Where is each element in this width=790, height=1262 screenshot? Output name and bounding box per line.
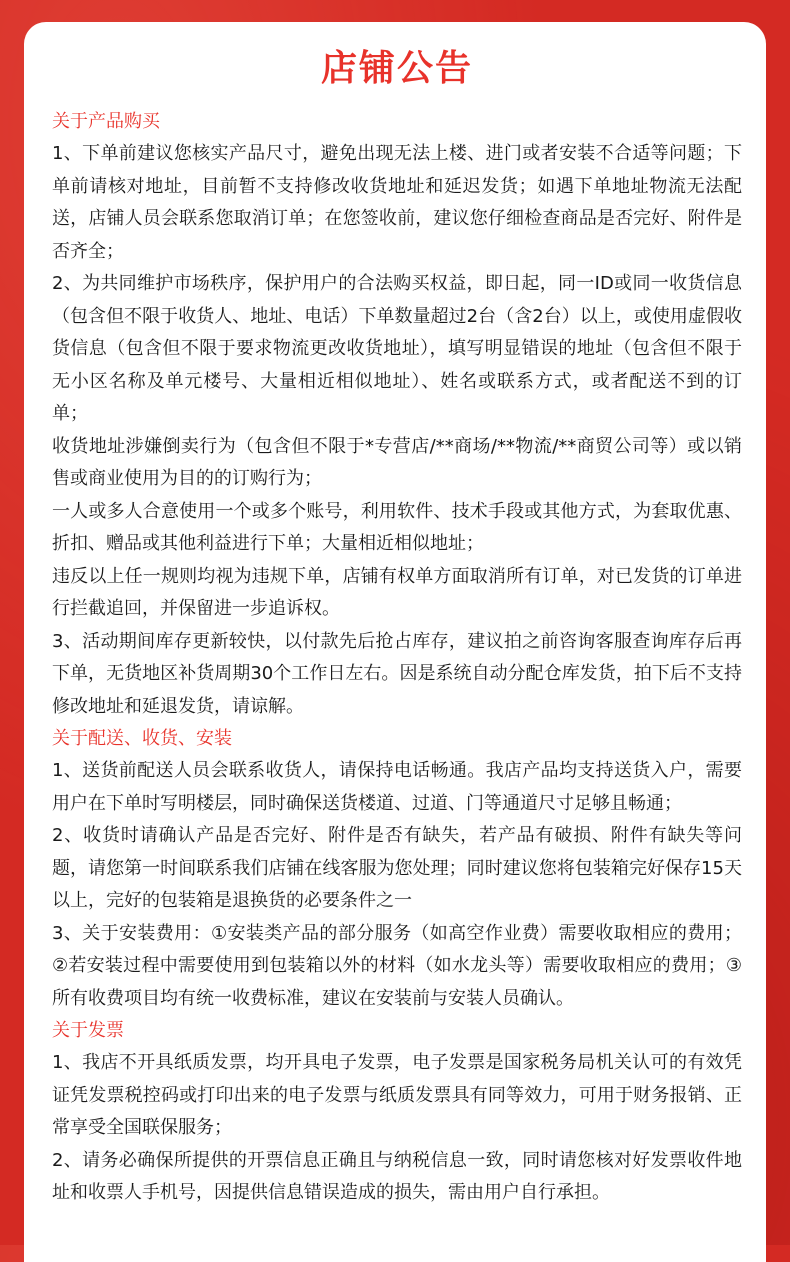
paragraph: 3、关于安装费用：①安装类产品的部分服务（如高空作业费）需要收取相应的费用；②若安装过程中需要使用到包装箱以外的材料（如水龙头等）需要收取相应的费用；③所有收费项目均有统一收费标准，建议在安装前与安装人员确认。 (52, 922, 742, 1009)
store-notice-card (24, 22, 766, 1262)
section-heading: 关于配送、收货、安装 (52, 728, 232, 749)
section-invoice (52, 1015, 742, 1210)
paragraph: 1、下单前建议您核实产品尺寸，避免出现无法上楼、进门或者安装不合适等问题；下单前请核对地址，目前暂不支持修改收货地址和延迟发货；如遇下单地址物流无法配送，店铺人员会联系您取消订单；在您签收前，建议您仔细检查商品是否完好、附件是否齐全； (52, 143, 742, 262)
page-title: 店铺公告 (320, 48, 473, 89)
paragraph: 2、收货时请确认产品是否完好、附件是否有缺失，若产品有破损、附件有缺失等问题，请您第一时间联系我们店铺在线客服为您处理；同时建议您将包装箱完好保存15天以上，完好的包装箱是退换货的必要条件之一 (52, 825, 742, 911)
paragraph: 2、为共同维护市场秩序，保护用户的合法购买权益，即日起，同一ID或同一收货信息（包含但不限于收货人、地址、电话）下单数量超过2台（含2台）以上，或使用虚假收货信息（包含但不限于要求物流更改收货地址），填写明显错误的地址（包含但不限于无小区名称及单元楼号、大量相近相似地址）、姓名或联系方式，或者配送不到的订单； (52, 273, 742, 424)
paragraph: 一人或多人合意使用一个或多个账号，利用软件、技术手段或其他方式，为套取优惠、折扣、赠品或其他利益进行下单；大量相近相似地址； (52, 500, 742, 554)
section-heading: 关于发票 (52, 1020, 124, 1041)
paragraph: 3、活动期间库存更新较快，以付款先后抢占库存，建议拍之前咨询客服查询库存后再下单，无货地区补货周期30个工作日左右。因是系统自动分配仓库发货，拍下后不支持修改地址和延退发货，请谅解。 (52, 630, 742, 717)
section-delivery-installation (52, 723, 742, 1015)
paragraph: 1、我店不开具纸质发票，均开具电子发票，电子发票是国家税务局机关认可的有效凭证凭发票税控码或打印出来的电子发票与纸质发票具有同等效力，可用于财务报销、正常享受全国联保服务； (52, 1052, 742, 1138)
paragraph: 收货地址涉嫌倒卖行为（包含但不限于*专营店/**商场/**物流/**商贸公司等）或以销售或商业使用为目的的订购行为； (52, 435, 742, 489)
paragraph: 2、请务必确保所提供的开票信息正确且与纳税信息一致，同时请您核对好发票收件地址和收票人手机号，因提供信息错误造成的损失，需由用户自行承担。 (52, 1149, 742, 1203)
section-product-purchase (52, 106, 742, 723)
paragraph: 违反以上任一规则均视为违规下单，店铺有权单方面取消所有订单，对已发货的订单进行拦截追回，并保留进一步追诉权。 (52, 565, 742, 619)
section-heading: 关于产品购买 (52, 111, 160, 132)
paragraph: 1、送货前配送人员会联系收货人，请保持电话畅通。我店产品均支持送货入户，需要用户在下单时写明楼层，同时确保送货楼道、过道、门等通道尺寸足够且畅通； (52, 760, 742, 814)
